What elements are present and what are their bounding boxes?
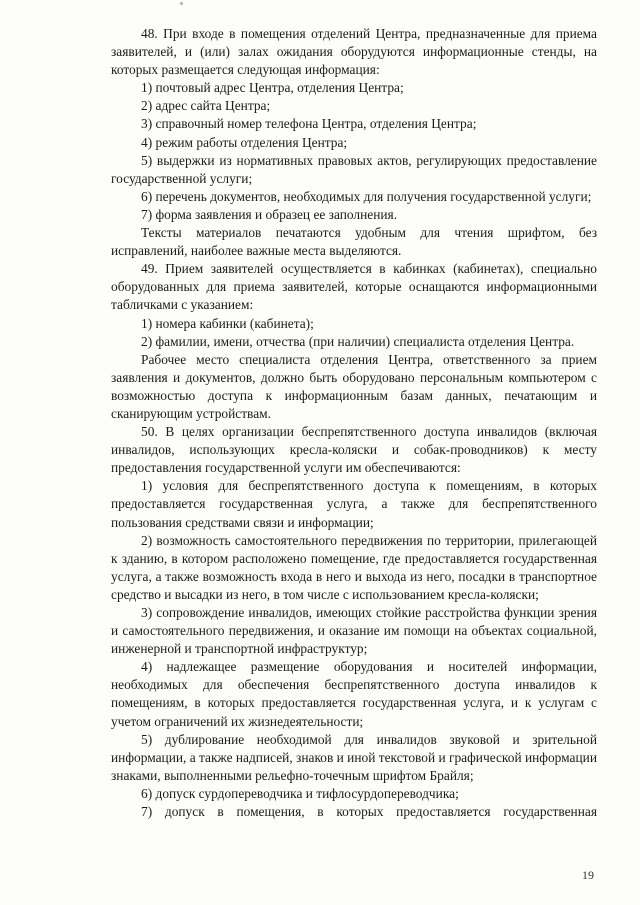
paragraph-50: 50. В целях организации беспрепятственного доступа инвалидов (включая инвалидов, использующих кресла-коляски и собак-проводников) к месту предоставления государственной услуги им обеспечиваются: xyxy=(111,424,597,476)
list-item: 4) режим работы отделения Центра; xyxy=(141,134,348,150)
list-item: 3) справочный номер телефона Центра, отделения Центра; xyxy=(141,116,477,132)
list-item: 5) выдержки из нормативных правовых актов, регулирующих предоставление государственной услуги; xyxy=(111,152,597,186)
paragraph-48: 48. При входе в помещения отделений Центра, предназначенные для приема заявителей, и (или) залах ожидания оборудуются информационные стенды, на которых размещается следующая информация: xyxy=(111,26,597,78)
list-item: 6) перечень документов, необходимых для получения государственной услуги; xyxy=(141,188,592,204)
list-item: 6) допуск сурдопереводчика и тифлосурдопереводчика; xyxy=(141,785,459,801)
list-item: 2) фамилии, имени, отчества (при наличии) специалиста отделения Центра. xyxy=(141,333,575,349)
page-number: 19 xyxy=(582,868,594,882)
list-item: 3) сопровождение инвалидов, имеющих стойкие расстройства функции зрения и самостоятельного передвижения, и оказание им помощи на объектах социальной, инженерной и транспортной инфраструктур; xyxy=(111,605,597,657)
list-item: 7) форма заявления и образец ее заполнения. xyxy=(141,206,398,222)
scan-speck xyxy=(180,2,183,5)
paragraph: Рабочее место специалиста отделения Центра, ответственного за прием заявления и документов, должно быть оборудовано персональным компьютером с возможностью доступа к информационным базам данных, печатающим и сканирующим устройствам. xyxy=(111,351,597,421)
list-item: 2) возможность самостоятельного передвижения по территории, прилегающей к зданию, в котором расположено помещение, где предоставляется государственная услуга, а также возможность входа в него и выхода из него, посадки в транспортное средство и высадки из него, в том числе с использованием кресла-коляски; xyxy=(111,532,597,602)
paragraph-49: 49. Прием заявителей осуществляется в кабинках (кабинетах), специально оборудованных для приема заявителей, которые оснащаются информационными табличками с указанием: xyxy=(111,261,597,313)
paragraph: Тексты материалов печатаются удобным для чтения шрифтом, без исправлений, наиболее важные места выделяются. xyxy=(111,225,597,259)
list-item: 1) номера кабинки (кабинета); xyxy=(141,315,314,331)
list-item: 5) дублирование необходимой для инвалидов звуковой и зрительной информации, а также надписей, знаков и иной текстовой и графической информации знаками, выполненными рельефно-точечным шрифтом Брайля; xyxy=(111,731,597,783)
document-body xyxy=(111,25,597,821)
list-item: 1) почтовый адрес Центра, отделения Центра; xyxy=(141,80,404,96)
list-item: 7) допуск в помещения, в которых предоставляется государственная xyxy=(141,804,597,820)
list-item: 4) надлежащее размещение оборудования и носителей информации, необходимых для обеспечения беспрепятственного доступа инвалидов к помещениям, в которых предоставляется государственная услуга, и к услугам с учетом ограничений их жизнедеятельности; xyxy=(111,659,597,729)
list-item: 1) условия для беспрепятственного доступа к помещениям, в которых предоставляется государственная услуга, а также для беспрепятственного пользования средствами связи и информации; xyxy=(111,478,597,530)
list-item: 2) адрес сайта Центра; xyxy=(141,98,271,114)
